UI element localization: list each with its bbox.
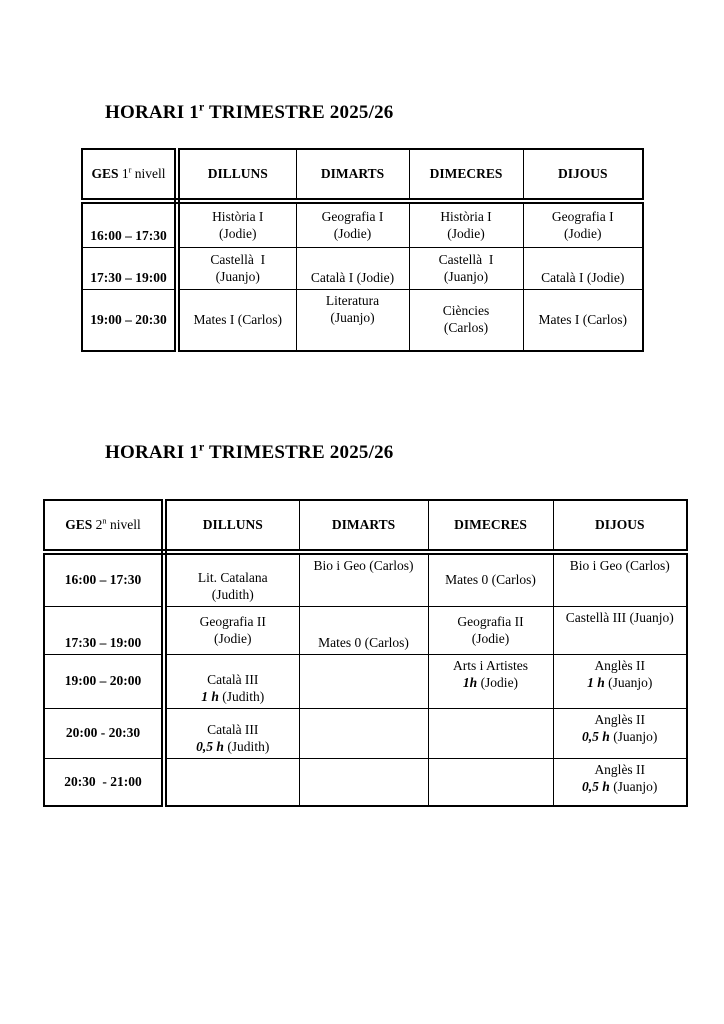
cell-line [169,586,297,603]
text-segment: (Jodie) [214,630,252,646]
cell-line [431,571,551,588]
subject-cell [428,708,553,758]
cell-line [431,516,551,533]
text-segment: 20:30 - 21:00 [64,773,142,789]
text-segment: r [128,165,132,175]
cell-line [299,309,407,326]
text-segment: 0,5 h [582,778,610,794]
cell-line [299,225,407,242]
text-segment: (Juanjo) [443,268,489,284]
cell-line [556,657,685,674]
text-segment: Mates I (Carlos) [538,311,627,327]
text-segment: (Jodie) [477,674,519,690]
text-segment: Anglès II [594,761,646,777]
title-text: TRIMESTRE 2025/26 [204,442,394,463]
day-header-cell [409,149,523,201]
cell-line [169,721,297,738]
time-cell [44,552,164,606]
text-segment: 19:00 – 20:00 [64,673,142,688]
cell-line [556,557,685,574]
text-segment: (Judith) [223,738,270,754]
day-header-cell [299,500,428,552]
cell-line [85,269,172,286]
cell-line [47,571,159,588]
schedule-table-ges-2n-nivell [43,499,688,807]
level-header-cell [44,500,164,552]
cell-line [182,165,294,182]
time-cell [82,289,177,351]
text-segment: 16:00 – 17:30 [64,572,142,588]
time-cell [44,708,164,758]
subject-cell [296,247,409,289]
cell-line [302,557,426,574]
cell-line [412,165,521,182]
text-segment: n [102,516,107,526]
table-row [44,708,687,758]
subject-cell [428,606,553,654]
table-row [44,552,687,606]
subject-cell [409,247,523,289]
text-segment: 16:00 – 17:30 [90,227,167,243]
cell-line [556,711,685,728]
time-cell [44,654,164,708]
cell-line [526,165,641,182]
text-segment: Geografia II [199,613,266,629]
cell-line [299,208,407,225]
text-segment: DIMARTS [331,517,396,532]
subject-cell [299,758,428,806]
subject-cell [296,289,409,351]
day-header-cell [177,149,296,201]
subject-cell [553,552,687,606]
text-segment: DIJOUS [594,517,645,532]
text-segment: (Juanjo) [604,674,653,690]
day-header-cell [296,149,409,201]
text-segment: DIMARTS [320,166,385,181]
cell-line [169,688,297,705]
text-segment: Mates I (Carlos) [193,311,282,327]
title-text: HORARI 1 [105,102,199,123]
cell-line [431,613,551,630]
subject-cell [164,758,299,806]
subject-cell [409,289,523,351]
cell-line [169,738,297,755]
text-segment: 1 h [201,688,219,704]
header-row [82,149,643,201]
text-segment: 20:00 - 20:30 [65,725,141,740]
cell-line [299,292,407,309]
cell-line [431,657,551,674]
cell-line [412,251,521,268]
cell-line [47,516,159,533]
cell-line [431,630,551,647]
subject-cell [553,758,687,806]
table-row [82,289,643,351]
subject-cell [164,606,299,654]
text-segment: Anglès II [594,711,646,727]
cell-line [182,268,294,285]
text-segment: GES [91,166,122,181]
cell-line [412,225,521,242]
text-segment: (Judith) [211,586,254,602]
text-segment: (Jodie) [219,225,257,241]
text-segment: 1 [121,166,129,181]
cell-line [47,773,159,790]
text-segment: 0,5 h [582,728,610,744]
cell-line [299,165,407,182]
subject-cell [553,708,687,758]
cell-line [47,672,159,689]
time-cell [82,201,177,247]
subject-cell [428,758,553,806]
subject-cell [177,289,296,351]
text-segment: 19:00 – 20:30 [90,311,167,327]
cell-line [556,609,685,626]
text-segment: Català I (Jodie) [310,269,395,285]
level-header-cell [82,149,177,201]
cell-line [47,634,159,651]
cell-line [299,269,407,286]
schedule-table-ges-1r-nivell [81,148,644,352]
cell-line [556,761,685,778]
text-segment: Mates 0 (Carlos) [318,634,409,650]
cell-line [47,724,159,741]
day-header-cell [428,500,553,552]
text-segment: Català III [207,671,259,687]
cell-line [182,208,294,225]
cell-line [85,227,172,244]
text-segment: DIJOUS [557,166,608,181]
text-segment: Català III [207,721,259,737]
text-segment: (Jodie) [564,225,602,241]
text-segment: (Jodie) [333,225,372,241]
subject-cell [164,708,299,758]
subject-cell [428,552,553,606]
cell-line [431,674,551,691]
subject-cell [553,654,687,708]
text-segment: DIMECRES [454,517,527,532]
subject-cell [299,654,428,708]
cell-line [556,674,685,691]
title-superscript: r [198,440,205,454]
text-segment: (Jodie) [471,630,510,646]
text-segment: (Juanjo) [609,728,658,744]
subject-cell [299,708,428,758]
cell-line [412,208,521,225]
text-segment: Castellà I [438,251,494,267]
page-title [105,101,393,125]
text-segment: Castellà I [210,251,266,267]
time-cell [82,247,177,289]
cell-line [526,311,641,328]
subject-cell [296,201,409,247]
text-segment: (Judith) [218,688,265,704]
text-segment: Literatura [325,292,380,308]
text-segment: Ciències [442,303,490,319]
text-segment: Català I (Jodie) [541,269,625,285]
page-title [105,441,393,465]
cell-line [302,634,426,651]
cell-line [556,778,685,795]
subject-cell [299,606,428,654]
cell-line [182,311,294,328]
cell-line [85,165,172,182]
header-row [44,500,687,552]
text-segment: 17:30 – 19:00 [90,269,167,285]
time-cell [44,606,164,654]
cell-line [85,311,172,328]
text-segment: 17:30 – 19:00 [64,634,142,650]
cell-line [169,569,297,586]
text-segment: Història I [440,208,492,224]
table-row [82,201,643,247]
text-segment: Mates 0 (Carlos) [445,572,536,588]
text-segment: (Juanjo) [330,309,375,325]
text-segment: (Carlos) [443,320,489,336]
text-segment: (Jodie) [447,225,485,241]
subject-cell [164,552,299,606]
text-segment: nivell [131,166,166,181]
text-segment: Geografia II [457,613,524,629]
cell-line [526,208,641,225]
table-row [82,247,643,289]
cell-line [169,671,297,688]
text-segment: Geografia I [321,208,384,224]
cell-line [182,225,294,242]
subject-cell [409,201,523,247]
cell-line [169,630,297,647]
title-superscript: r [198,100,205,114]
cell-line [556,516,685,533]
table-row [44,758,687,806]
cell-line [412,268,521,285]
subject-cell [164,654,299,708]
text-segment: 1 h [587,674,605,690]
cell-line [556,728,685,745]
text-segment: GES [65,517,96,532]
subject-cell [523,201,643,247]
cell-line [169,516,297,533]
day-header-cell [164,500,299,552]
text-segment: DIMECRES [429,166,503,181]
text-segment: (Juanjo) [609,778,658,794]
day-header-cell [553,500,687,552]
subject-cell [523,247,643,289]
text-segment: (Juanjo) [215,268,260,284]
text-segment: Bio i Geo (Carlos) [313,558,414,573]
text-segment: nivell [106,517,141,532]
subject-cell [177,201,296,247]
text-segment: Història I [212,208,264,224]
cell-line [526,269,641,286]
cell-line [182,251,294,268]
cell-line [412,302,521,319]
day-header-cell [523,149,643,201]
text-segment: 0,5 h [196,738,224,754]
title-text: TRIMESTRE 2025/26 [204,102,394,123]
text-segment: Anglès II [594,657,646,673]
subject-cell [553,606,687,654]
subject-cell [177,247,296,289]
text-segment: 2 [95,517,103,532]
cell-line [412,319,521,336]
cell-line [302,516,426,533]
text-segment: Bio i Geo (Carlos) [569,558,670,573]
text-segment: DILLUNS [207,166,268,181]
title-text: HORARI 1 [105,442,199,463]
cell-line [526,225,641,242]
subject-cell [428,654,553,708]
text-segment: Geografia I [551,208,614,224]
table-row [44,654,687,708]
table-row [44,606,687,654]
text-segment: DILLUNS [202,517,263,532]
time-cell [44,758,164,806]
subject-cell [299,552,428,606]
text-segment: Arts i Artistes [452,657,528,673]
cell-line [169,613,297,630]
text-segment: 1h [462,674,478,690]
text-segment: Lit. Catalana [197,569,268,585]
subject-cell [523,289,643,351]
text-segment: Castellà III (Juanjo) [565,609,674,625]
